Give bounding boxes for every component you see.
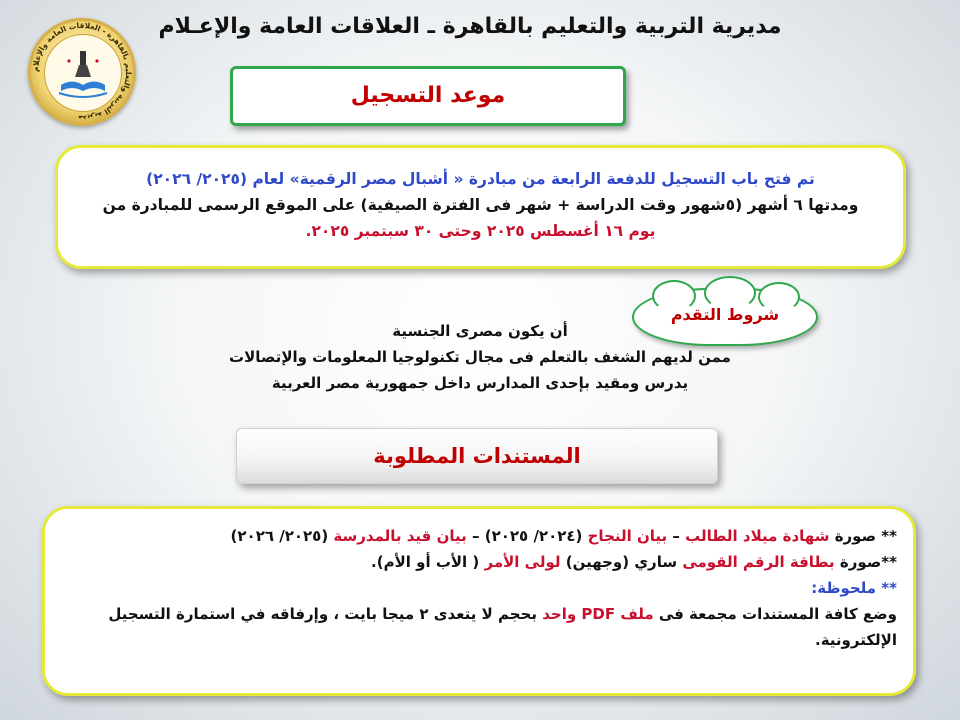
documents-heading-box bbox=[236, 428, 718, 484]
announcement-line-2: ومدتها ٦ أشهر (٥شهور وقت الدراسة + شهر فى الفترة الصيفية) على الموقع الرسمى للمبادرة من bbox=[102, 196, 859, 214]
logo-ring-text bbox=[28, 18, 136, 126]
documents-heading: المستندات المطلوبة bbox=[373, 444, 581, 468]
registration-heading-box bbox=[230, 66, 626, 126]
announcement-box bbox=[55, 145, 906, 269]
condition-item: أن يكون مصرى الجنسية bbox=[392, 322, 568, 340]
registration-heading: موعد التسجيل bbox=[350, 83, 506, 108]
note-label: ** ملحوظة: bbox=[811, 579, 897, 597]
announcement-line-1: تم فتح باب التسجيل للدفعة الرابعة من مبادرة « أشبال مصر الرقمية» لعام (٢٠٢٥/ ٢٠٢٦) bbox=[146, 170, 815, 188]
condition-item: ممن لديهم الشغف بالتعلم فى مجال تكنولوجيا المعلومات والإتصالات bbox=[229, 348, 731, 366]
page-title: مديرية التربية والتعليم بالقاهرة ـ العلاقات العامة والإعـلام bbox=[158, 14, 782, 39]
conditions-list bbox=[150, 318, 810, 396]
directorate-logo bbox=[28, 18, 136, 126]
documents-line-3: وضع كافة المستندات مجمعة فى ملف PDF واحد بحجم لا يتعدى ٢ ميجا بايت ، وإرفاقه في استمارة التسجيل bbox=[108, 605, 897, 623]
announcement-line-3: يوم ١٦ أغسطس ٢٠٢٥ وحتى ٣٠ سبتمبر ٢٠٢٥. bbox=[305, 222, 656, 240]
svg-text:مديرية التربية والتعليم بالقاه: مديرية التربية والتعليم بالقاهرة - العلاقات العامة والإعلام bbox=[30, 20, 134, 124]
documents-line-4: الإلكترونية. bbox=[815, 631, 897, 649]
conditions-heading: شروط التقدم bbox=[670, 305, 780, 324]
condition-item: يدرس ومقيد بإحدى المدارس داخل جمهورية مصر العربية bbox=[271, 374, 689, 392]
documents-line-2: **صورة بطاقة الرقم القومى ساري (وجهين) لولى الأمر ( الأب أو الأم). bbox=[371, 553, 897, 571]
documents-line-1: ** صورة شهادة ميلاد الطالب – بيان النجاح (٢٠٢٤/ ٢٠٢٥) – بيان قيد بالمدرسة (٢٠٢٥/ ٢٠٢٦) bbox=[230, 527, 897, 545]
documents-box bbox=[42, 506, 916, 696]
